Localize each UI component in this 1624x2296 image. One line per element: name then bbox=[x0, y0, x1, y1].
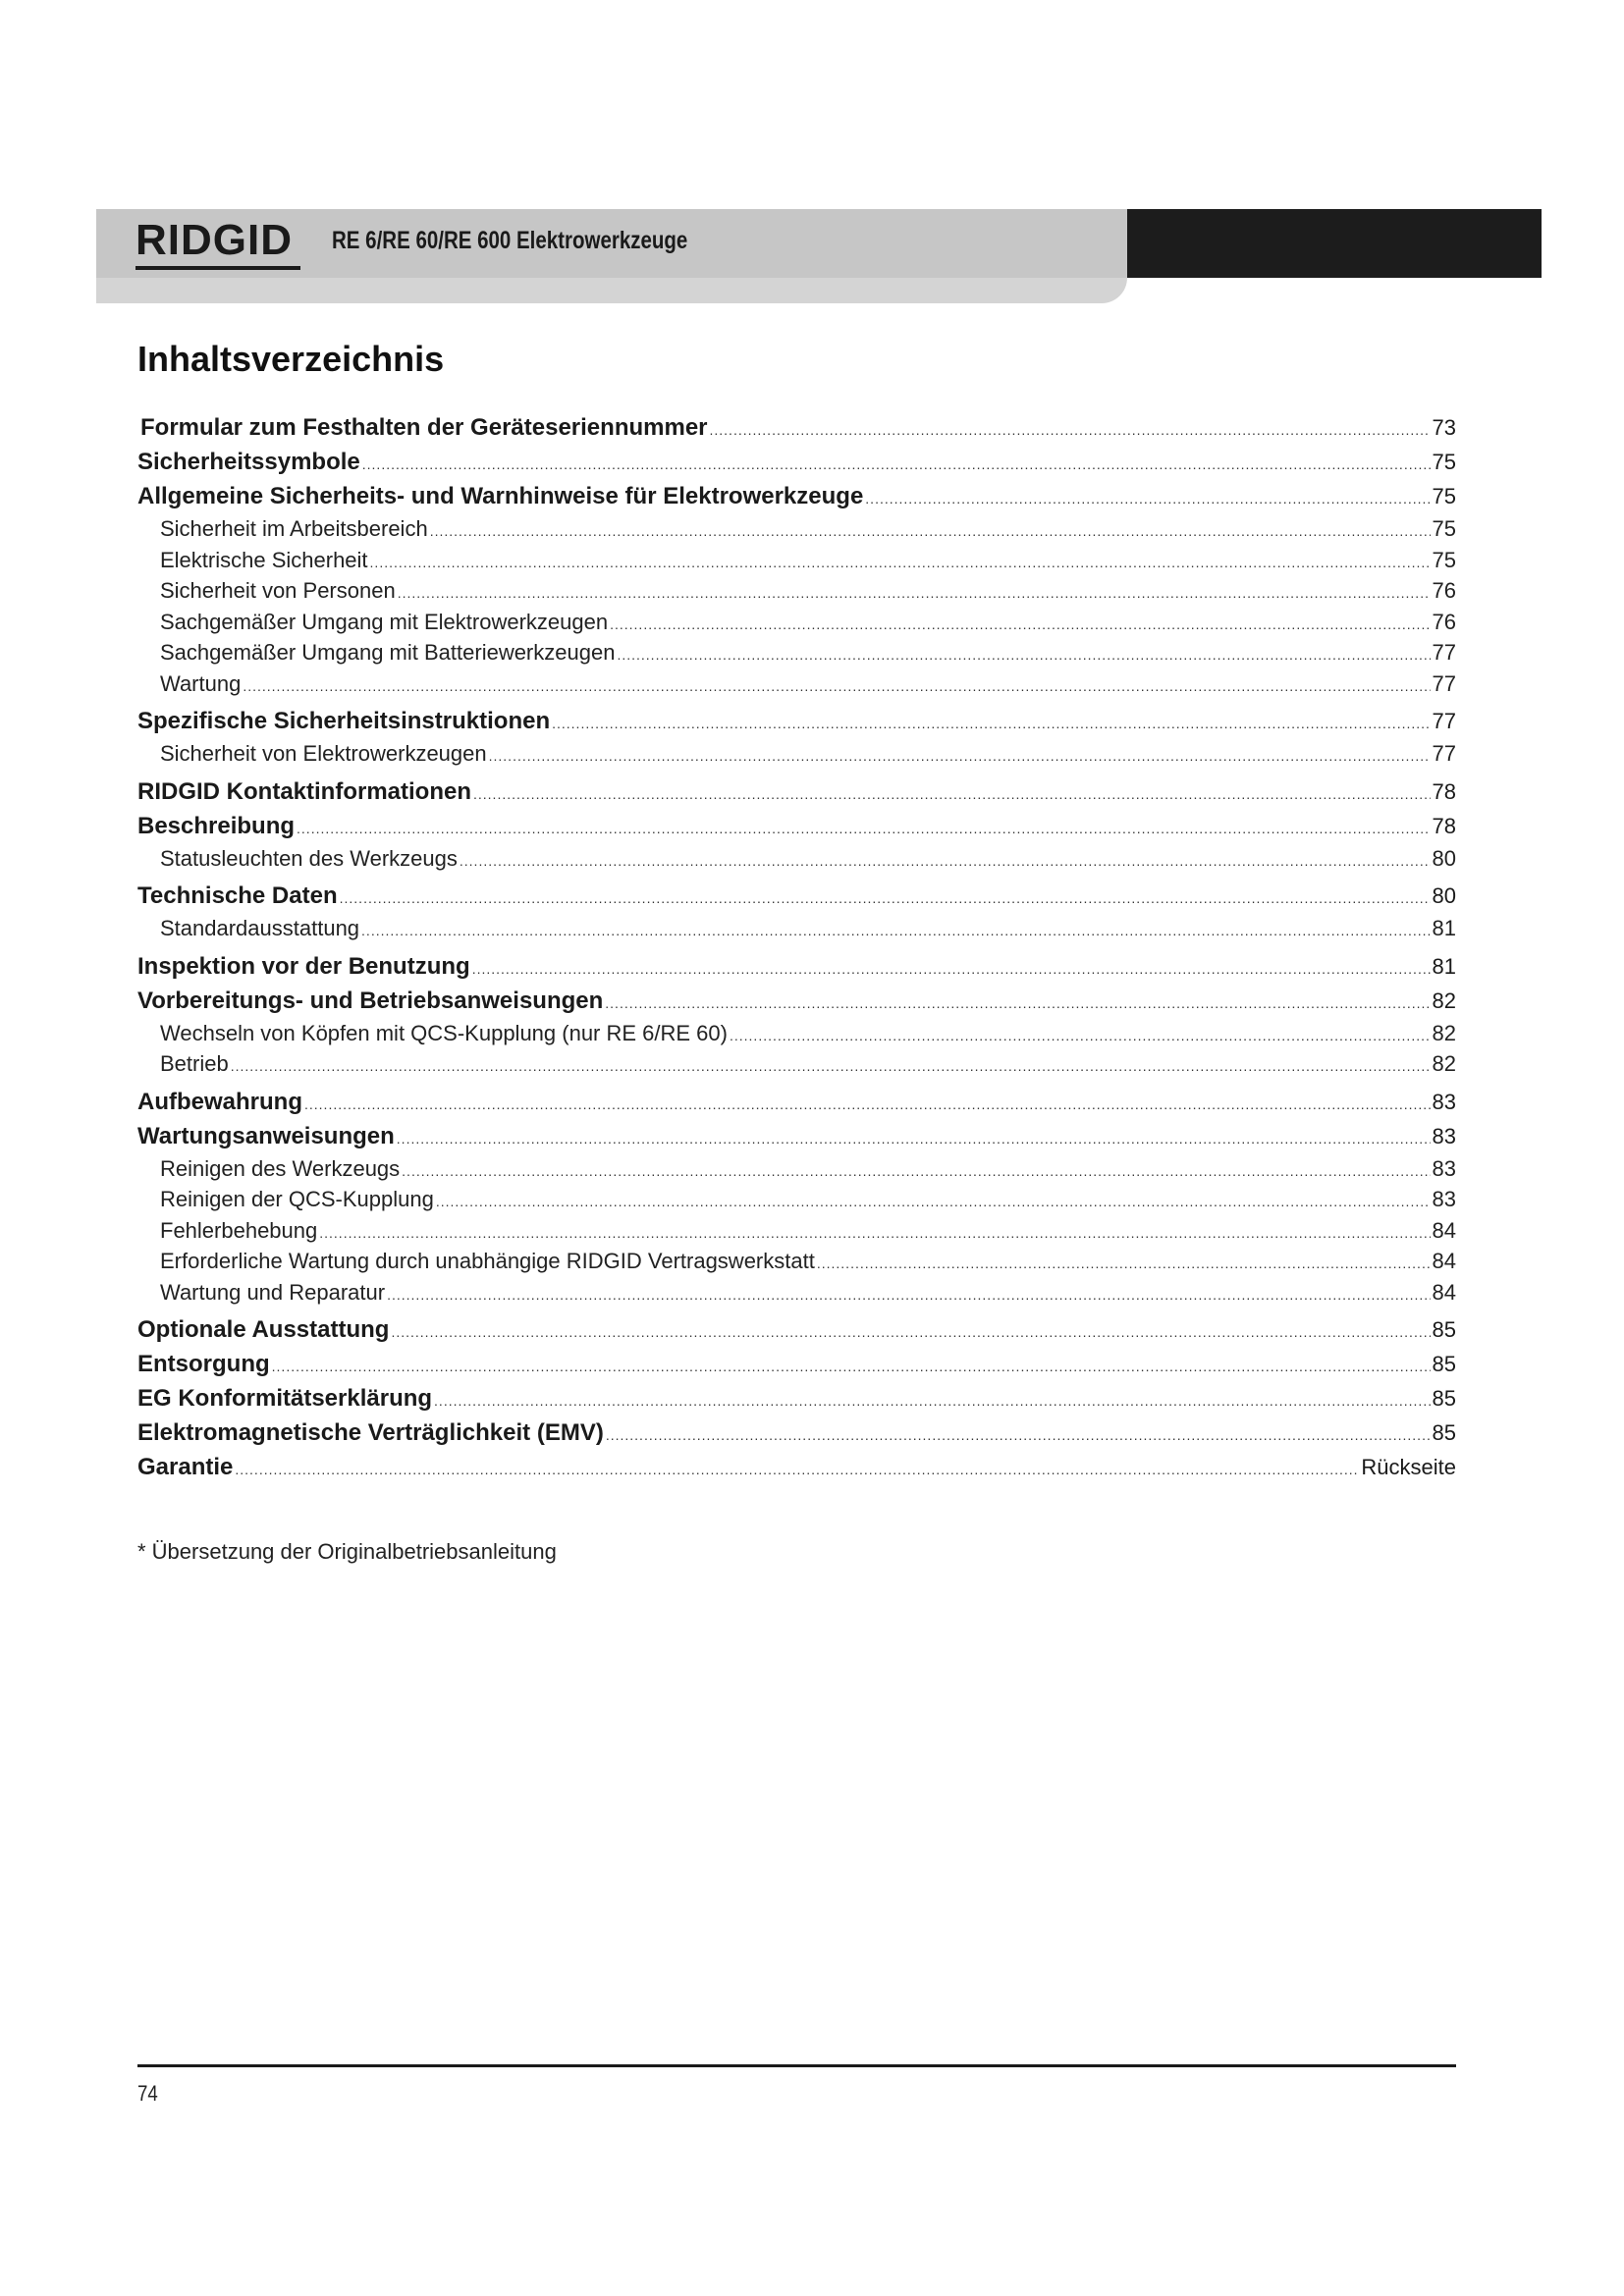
toc-entry-label: Wartung und Reparatur bbox=[160, 1279, 386, 1305]
toc-entry-label: Allgemeine Sicherheits- und Warnhinweise für Elektrowerkzeuge bbox=[137, 483, 864, 509]
toc-entry-page: 84 bbox=[1432, 1279, 1456, 1305]
toc-entry-page: 77 bbox=[1432, 670, 1456, 696]
footer-rule bbox=[137, 2064, 1456, 2067]
toc-entry-label: RIDGID Kontaktinformationen bbox=[137, 777, 471, 805]
toc-title: Inhaltsverzeichnis bbox=[137, 339, 445, 379]
toc-entry-page: 85 bbox=[1432, 1420, 1456, 1445]
toc-entry-page: 78 bbox=[1432, 813, 1456, 838]
toc-leader-dots bbox=[402, 1156, 1430, 1188]
toc-entry-page: 80 bbox=[1432, 883, 1456, 908]
toc-leader-dots bbox=[272, 1350, 1431, 1384]
toc-entry-page: 75 bbox=[1432, 484, 1456, 508]
toc-entry-page: 73 bbox=[1432, 415, 1456, 440]
toc-leader-dots bbox=[243, 671, 1430, 703]
toc-entry[interactable] bbox=[137, 1347, 1456, 1381]
toc-leader-dots bbox=[472, 952, 1431, 987]
toc-entry-label: Formular zum Festhalten der Geräteseriennummer bbox=[140, 414, 708, 441]
toc-leader-dots bbox=[605, 987, 1430, 1021]
toc-entry[interactable] bbox=[137, 575, 1456, 607]
page-number: 74 bbox=[137, 2081, 158, 2106]
toc-entry[interactable] bbox=[137, 809, 1456, 843]
toc-entry-label: Optionale Ausstattung bbox=[137, 1316, 390, 1343]
toc-entry-label: Entsorgung bbox=[137, 1351, 270, 1377]
toc-entry[interactable] bbox=[137, 1153, 1456, 1185]
toc-entry-label: Fehlerbehebung bbox=[160, 1217, 318, 1243]
toc-entry[interactable] bbox=[137, 913, 1456, 944]
toc-entry-label: Technische Daten bbox=[137, 882, 338, 909]
toc-entry-page: 83 bbox=[1432, 1187, 1456, 1211]
toc-entry-label: Wartungsanweisungen bbox=[137, 1122, 395, 1149]
toc-leader-dots bbox=[362, 448, 1431, 482]
toc-entry-label: Wechseln von Köpfen mit QCS-Kupplung (nur RE 6/RE 60) bbox=[160, 1020, 728, 1045]
toc-entry-page: 76 bbox=[1432, 609, 1456, 634]
toc-entry[interactable] bbox=[137, 445, 1456, 479]
toc-entry[interactable] bbox=[137, 410, 1456, 445]
toc-entry-page: 76 bbox=[1432, 578, 1456, 603]
toc-entry-label: Sachgemäßer Umgang mit Elektrowerkzeugen bbox=[160, 609, 609, 634]
toc-entry[interactable] bbox=[137, 637, 1456, 668]
toc-leader-dots bbox=[398, 578, 1431, 610]
toc-entry-page: 84 bbox=[1432, 1217, 1456, 1243]
toc-leader-dots bbox=[340, 881, 1431, 916]
toc-leader-dots bbox=[387, 1280, 1430, 1311]
toc-entry[interactable] bbox=[137, 774, 1456, 809]
toc-entry-label: Beschreibung bbox=[137, 812, 296, 839]
toc-leader-dots bbox=[397, 1122, 1431, 1156]
toc-entry-label: Sicherheitssymbole bbox=[137, 449, 360, 475]
toc-leader-dots bbox=[235, 1453, 1359, 1487]
toc-entry-label: Aufbewahrung bbox=[137, 1088, 302, 1115]
toc-entry-page: 82 bbox=[1432, 1020, 1456, 1045]
toc-entry[interactable] bbox=[137, 1184, 1456, 1215]
toc-leader-dots bbox=[231, 1051, 1431, 1083]
toc-entry[interactable] bbox=[137, 704, 1456, 738]
toc-entry-page: 83 bbox=[1432, 1123, 1456, 1148]
toc-leader-dots bbox=[865, 482, 1430, 516]
toc-leader-dots bbox=[304, 1088, 1431, 1122]
toc-entry-label: Elektrische Sicherheit bbox=[160, 547, 368, 572]
toc-entry-page: 82 bbox=[1432, 1051, 1456, 1076]
toc-leader-dots bbox=[434, 1384, 1430, 1418]
toc-entry[interactable] bbox=[137, 1450, 1456, 1484]
toc-entry-label: Elektromagnetische Verträglichkeit (EMV) bbox=[137, 1419, 604, 1446]
toc-entry-page: Rückseite bbox=[1361, 1455, 1456, 1479]
toc-entry-label: Betrieb bbox=[160, 1051, 229, 1076]
toc-entry[interactable] bbox=[137, 949, 1456, 984]
toc-entry[interactable] bbox=[137, 545, 1456, 576]
toc-leader-dots bbox=[361, 916, 1430, 947]
toc-entry[interactable] bbox=[137, 1277, 1456, 1308]
toc-entry-page: 75 bbox=[1432, 450, 1456, 474]
header-black-band bbox=[1127, 209, 1542, 278]
toc-entry-page: 84 bbox=[1432, 1249, 1456, 1273]
toc-leader-dots bbox=[710, 413, 1431, 448]
toc-entry[interactable] bbox=[137, 1415, 1456, 1450]
toc-entry-page: 85 bbox=[1432, 1386, 1456, 1411]
toc-list bbox=[137, 410, 1456, 1484]
toc-entry-page: 85 bbox=[1432, 1317, 1456, 1342]
toc-entry-page: 82 bbox=[1432, 988, 1456, 1013]
toc-entry-label: Sicherheit von Elektrowerkzeugen bbox=[160, 741, 487, 766]
toc-entry-label: Vorbereitungs- und Betriebsanweisungen bbox=[137, 987, 604, 1014]
toc-leader-dots bbox=[489, 741, 1431, 773]
toc-entry[interactable] bbox=[137, 607, 1456, 638]
logo-text: RIDGID bbox=[135, 216, 293, 264]
toc-entry-page: 81 bbox=[1432, 953, 1456, 979]
toc-leader-dots bbox=[617, 640, 1430, 671]
toc-entry-label: Inspektion vor der Benutzung bbox=[137, 952, 470, 980]
toc-entry-label: Reinigen der QCS-Kupplung bbox=[160, 1187, 434, 1211]
toc-entry[interactable] bbox=[137, 1215, 1456, 1247]
page-header bbox=[96, 209, 1542, 278]
toc-leader-dots bbox=[370, 548, 1431, 579]
toc-entry-label: Garantie bbox=[137, 1454, 234, 1480]
logo-underline bbox=[135, 266, 300, 270]
toc-entry-label: Erforderliche Wartung durch unabhängige RIDGID Vertragswerkstatt bbox=[160, 1249, 815, 1273]
header-underbar bbox=[96, 278, 1127, 303]
toc-entry[interactable] bbox=[137, 668, 1456, 700]
toc-leader-dots bbox=[430, 516, 1431, 548]
toc-leader-dots bbox=[610, 610, 1430, 641]
toc-entry-label: Sicherheit im Arbeitsbereich bbox=[160, 516, 428, 541]
toc-entry-label: EG Konformitätserklärung bbox=[137, 1385, 433, 1412]
toc-leader-dots bbox=[606, 1418, 1431, 1453]
toc-entry-page: 77 bbox=[1432, 640, 1456, 665]
toc-leader-dots bbox=[817, 1249, 1431, 1280]
toc-entry-page: 75 bbox=[1432, 516, 1456, 541]
toc-entry[interactable] bbox=[137, 513, 1456, 545]
toc-entry-label: Statusleuchten des Werkzeugs bbox=[160, 845, 458, 871]
toc-leader-dots bbox=[460, 846, 1431, 878]
toc-entry-page: 77 bbox=[1432, 741, 1456, 766]
toc-entry-page: 78 bbox=[1432, 778, 1456, 804]
toc-entry-label: Wartung bbox=[160, 670, 242, 696]
toc-entry[interactable] bbox=[137, 1381, 1456, 1415]
toc-entry-label: Sicherheit von Personen bbox=[160, 578, 396, 603]
toc-entry-page: 77 bbox=[1432, 709, 1456, 733]
toc-leader-dots bbox=[391, 1315, 1430, 1350]
toc-entry-page: 75 bbox=[1432, 547, 1456, 572]
toc-leader-dots bbox=[473, 777, 1431, 812]
toc-entry[interactable] bbox=[137, 843, 1456, 875]
toc-entry-page: 83 bbox=[1432, 1089, 1456, 1114]
toc-entry-page: 85 bbox=[1432, 1352, 1456, 1376]
toc-leader-dots bbox=[436, 1187, 1431, 1218]
toc-entry[interactable] bbox=[137, 1312, 1456, 1347]
toc-entry[interactable] bbox=[137, 1246, 1456, 1277]
toc-entry-page: 80 bbox=[1432, 845, 1456, 871]
header-title: RE 6/RE 60/RE 600 Elektrowerkzeuge bbox=[332, 227, 688, 254]
toc-entry[interactable] bbox=[137, 1119, 1456, 1153]
toc-entry[interactable] bbox=[137, 1085, 1456, 1119]
toc-entry[interactable] bbox=[137, 984, 1456, 1018]
toc-leader-dots bbox=[319, 1218, 1430, 1250]
toc-entry-label: Standardausstattung bbox=[160, 916, 360, 940]
toc-entry-page: 83 bbox=[1432, 1155, 1456, 1181]
toc-entry-page: 81 bbox=[1432, 916, 1456, 940]
toc-entry-label: Spezifische Sicherheitsinstruktionen bbox=[137, 708, 551, 734]
ridgid-logo bbox=[135, 216, 302, 268]
toc-entry-label: Reinigen des Werkzeugs bbox=[160, 1155, 401, 1181]
toc-leader-dots bbox=[552, 707, 1430, 741]
toc-entry-label: Sachgemäßer Umgang mit Batteriewerkzeugen bbox=[160, 640, 616, 665]
toc-leader-dots bbox=[297, 812, 1430, 846]
toc-entry[interactable] bbox=[137, 738, 1456, 770]
toc-entry[interactable] bbox=[137, 1048, 1456, 1080]
toc-leader-dots bbox=[730, 1021, 1431, 1052]
footnote: * Übersetzung der Originalbetriebsanleitung bbox=[137, 1539, 557, 1564]
toc-entry[interactable] bbox=[137, 1018, 1456, 1049]
toc-entry[interactable] bbox=[137, 879, 1456, 913]
toc-entry[interactable] bbox=[137, 479, 1456, 513]
